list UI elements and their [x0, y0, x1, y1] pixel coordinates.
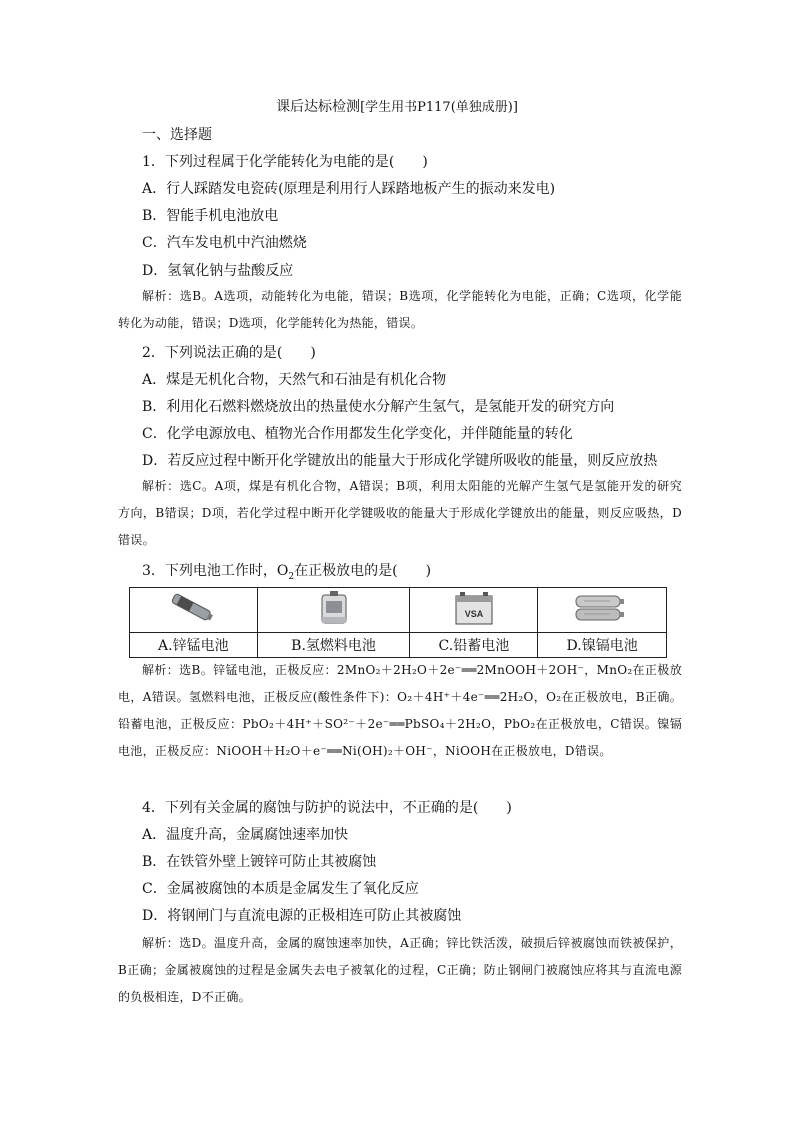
q2-option-c: C．化学电源放电、植物光合作用都发生化学变化，并伴随能量的转化 [142, 426, 573, 442]
battery-image-cell [130, 588, 258, 633]
q4-option-a: A．温度升高，金属腐蚀速率加快 [142, 827, 349, 843]
zinc-manganese-battery-icon [163, 591, 223, 625]
battery-label-d: D.镍镉电池 [538, 633, 667, 658]
q3-stem: 3．下列电池工作时，$O_2$在正极放电的是( ) [142, 563, 432, 582]
nickel-cadmium-battery-icon [570, 591, 634, 625]
q4-option-c: C．金属被腐蚀的本质是金属发生了氧化反应 [142, 881, 419, 897]
q1-option-c: C．汽车发电机中汽油燃烧 [142, 235, 307, 251]
battery-image-cell [257, 588, 410, 633]
q1-option-d: D．氢氧化钠与盐酸反应 [142, 263, 294, 279]
battery-image-cell [538, 588, 667, 633]
battery-image-cell [410, 588, 538, 633]
battery-table [129, 587, 667, 658]
q1-option-a: A．行人踩踏发电瓷砖(原理是利用行人踩踏地板产生的振动来发电) [142, 181, 556, 197]
q2-analysis: 解析：选C。A项，煤是有机化合物，A错误；B项，利用太阳能的光解产生氢气是氢能开发的研究方向，B错误；D项，若化学过程中断开化学键吸收的能量大于形成化学键放出的能量，则反应吸热，D错误。 [118, 479, 682, 547]
q4-option-b: B．在铁管外壁上镀锌可防止其被腐蚀 [142, 854, 377, 870]
q2-stem: 2．下列说法正确的是( ) [142, 345, 316, 361]
q4-stem: 4．下列有关金属的腐蚀与防护的说法中，不正确的是( ) [142, 800, 512, 816]
q2-option-a: A．煤是无机化合物，天然气和石油是有机化合物 [142, 372, 447, 388]
page-title: 课后达标检测[学生用书P117(单独成册)] [276, 99, 518, 115]
q2-option-b: B．利用化石燃料燃烧放出的热量使水分解产生氢气，是氢能开发的研究方向 [142, 399, 615, 415]
section-heading: 一、选择题 [142, 127, 212, 143]
battery-brand-label: VSA [464, 609, 484, 619]
battery-label-a: A.锌锰电池 [130, 633, 258, 658]
hydrogen-fuel-cell-icon [314, 589, 354, 627]
battery-label-b: B.氢燃料电池 [257, 633, 410, 658]
q1-stem: 1．下列过程属于化学能转化为电能的是( ) [142, 154, 428, 170]
lead-acid-battery-icon [450, 588, 498, 628]
q3-analysis: 解析：选B。锌锰电池，正极反应：2MnO₂＋2H₂O＋2e⁻══2MnOOH＋2OH⁻，MnO₂在正极放电，A错误。氢燃料电池，正极反应(酸性条件下)：O₂＋4H⁺＋4e⁻══2H₂O，O₂在正极放电，B正确。铅蓄电池，正极反应：PbO₂＋4H⁺＋SO²⁻＋2e⁻══PbSO₄＋2H₂O，PbO₂在正极放电，C错误。镍镉电池，正极反应：NiOOH＋H₂O＋e⁻══Ni(OH)₂＋OH⁻，NiOOH在正极放电，D错误。 [118, 663, 682, 758]
battery-label-c: C.铅蓄电池 [410, 633, 538, 658]
q1-option-b: B．智能手机电池放电 [142, 208, 279, 224]
q1-analysis: 解析：选B。A选项，动能转化为电能，错误；B选项，化学能转化为电能，正确；C选项，化学能转化为动能，错误；D选项，化学能转化为热能，错误。 [118, 289, 682, 330]
q4-analysis: 解析：选D。温度升高，金属的腐蚀速率加快，A正确；锌比铁活泼，破损后锌被腐蚀而铁被保护，B正确；金属被腐蚀的过程是金属失去电子被氧化的过程，C正确；防止钢闸门被腐蚀应将其与直流电源的负极相连，D不正确。 [118, 936, 682, 1004]
q4-option-d: D．将钢闸门与直流电源的正极相连可防止其被腐蚀 [142, 908, 462, 924]
q2-option-d: D．若反应过程中断开化学键放出的能量大于形成化学键所吸收的能量，则反应放热 [142, 453, 658, 469]
